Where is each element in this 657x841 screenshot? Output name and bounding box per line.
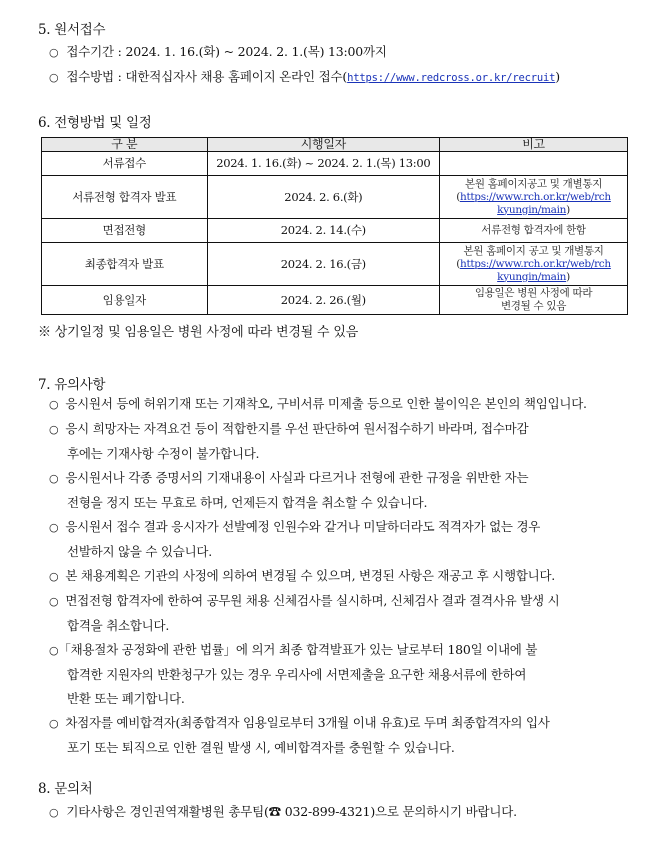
table-row (42, 176, 628, 219)
bullet-circle-icon: ○ (49, 570, 59, 583)
bullet-circle-icon: ○ (49, 595, 59, 608)
cell-note: 서류전형 합격자에 한함 (440, 219, 628, 243)
cell-stage: 면접전형 (42, 219, 208, 243)
rch-homepage-link[interactable]: https://www.rch.or.kr/web/rch (460, 190, 611, 203)
redcross-recruit-link[interactable]: https://www.redcross.or.kr/recruit (347, 72, 556, 84)
table-header-row (42, 138, 628, 152)
cell-note: 본원 홈페이지공고 및 개별통지 (https://www.rch.or.kr/web/rch kyungin/main) (440, 176, 628, 219)
bullet-circle-icon: ○ (49, 46, 59, 59)
cell-date: 2024. 2. 16.(금) (207, 243, 439, 286)
table-row (42, 286, 628, 315)
bullet-circle-icon: ○ (49, 644, 59, 657)
application-method: ○ 접수방법 : 대한적십자사 채용 홈페이지 온라인 접수(https://www.redcross.or.kr/recruit) (49, 69, 560, 84)
application-period: ○ 접수기간 : 2024. 1. 16.(화) ~ 2024. 2. 1.(목) 13:00까지 (49, 44, 387, 59)
notice-item: ○ 면접전형 합격자에 한하여 공무원 채용 신체검사를 실시하며, 신체검사 결과 결격사유 발생 시 합격을 취소합니다. (49, 593, 560, 633)
phone-number: 032-899-4321 (280, 804, 371, 819)
cell-date: 2024. 1. 16.(화) ~ 2024. 2. 1.(목) 13:00 (207, 152, 439, 176)
header-date: 시행일자 (207, 138, 439, 152)
notice-item: ○ 차점자를 예비합격자(최종합격자 임용일로부터 3개월 이내 유효)로 두며 최종합격자의 입사 포기 또는 퇴직으로 인한 결원 발생 시, 예비합격자를 충원할 수 있습니다. (49, 715, 550, 755)
bullet-circle-icon: ○ (49, 472, 59, 485)
notice-list (49, 392, 631, 760)
notice-item: ○「채용절차 공정화에 관한 법률」에 의거 최종 합격발표가 있는 날로부터 180일 이내에 불 합격한 지원자의 반환청구가 있는 경우 우리사에 서면제출을 요구한 채용서류에 한하여 반환 또는 폐기합니다. (49, 642, 538, 706)
bullet-circle-icon: ○ (49, 71, 59, 84)
header-category: 구 분 (42, 138, 208, 152)
table-row (42, 243, 628, 286)
bullet-circle-icon: ○ (49, 806, 59, 819)
notice-item: ○ 응시원서 등에 허위기재 또는 기재착오, 구비서류 미제출 등으로 인한 불이익은 본인의 책임입니다. (49, 396, 587, 411)
cell-stage: 최종합격자 발표 (42, 243, 208, 286)
phone-icon: ☎ (268, 804, 281, 819)
section-5-title: 5. 원서접수 (38, 22, 106, 38)
notice-item: ○ 응시원서나 각종 증명서의 기재내용이 사실과 다르거나 전형에 관한 규정을 위반한 자는 전형을 정지 또는 무효로 하며, 언제든지 합격을 취소할 수 있습니다. (49, 470, 529, 510)
rch-homepage-link-cont[interactable]: kyungin/main (497, 203, 567, 216)
cell-date: 2024. 2. 14.(수) (207, 219, 439, 243)
section-6-title: 6. 전형방법 및 일정 (38, 115, 152, 131)
cell-note: 임용일은 병원 사정에 따라 변경될 수 있음 (440, 286, 628, 315)
notice-item: ○ 응시 희망자는 자격요건 등이 적합한지를 우선 판단하여 원서접수하기 바라며, 접수마감 후에는 기재사항 수정이 불가합니다. (49, 421, 529, 461)
bullet-circle-icon: ○ (49, 521, 59, 534)
bullet-circle-icon: ○ (49, 423, 59, 436)
rch-homepage-link-cont[interactable]: kyungin/main (497, 270, 567, 283)
table-row (42, 219, 628, 243)
contact-info: ○ 기타사항은 경인권역재활병원 총무팀(☎ 032-899-4321)으로 문의하시기 바랍니다. (49, 804, 517, 819)
schedule-table (41, 137, 628, 315)
cell-stage: 임용일자 (42, 286, 208, 315)
cell-stage: 서류접수 (42, 152, 208, 176)
section-8-title: 8. 문의처 (38, 781, 93, 797)
cell-note (440, 152, 628, 176)
table-row (42, 152, 628, 176)
cell-note: 본원 홈페이지 공고 및 개별통지 (https://www.rch.or.kr/web/rch kyungin/main) (440, 243, 628, 286)
rch-homepage-link[interactable]: https://www.rch.or.kr/web/rch (460, 257, 611, 270)
cell-date: 2024. 2. 6.(화) (207, 176, 439, 219)
schedule-footnote: ※ 상기일정 및 임용일은 병원 사정에 따라 변경될 수 있음 (38, 325, 359, 340)
header-remarks: 비고 (440, 138, 628, 152)
section-7-title: 7. 유의사항 (38, 377, 106, 393)
cell-date: 2024. 2. 26.(월) (207, 286, 439, 315)
bullet-circle-icon: ○ (49, 398, 59, 411)
notice-item: ○ 본 채용계획은 기관의 사정에 의하여 변경될 수 있으며, 변경된 사항은 재공고 후 시행합니다. (49, 568, 556, 583)
cell-stage: 서류전형 합격자 발표 (42, 176, 208, 219)
notice-item: ○ 응시원서 접수 결과 응시자가 선발예정 인원수와 같거나 미달하더라도 적격자가 없는 경우 선발하지 않을 수 있습니다. (49, 519, 541, 559)
bullet-circle-icon: ○ (49, 717, 59, 730)
